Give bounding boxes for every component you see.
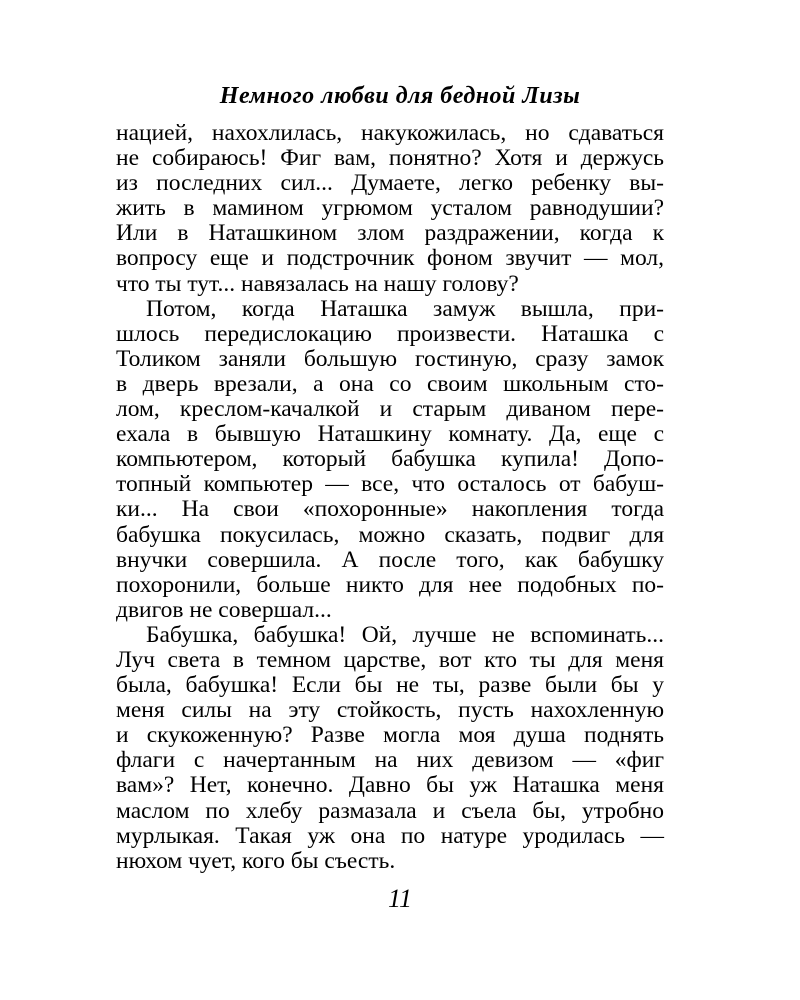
- text-line: Или в Наташкином злом раздражении, когда к: [116, 220, 664, 247]
- text-line: жить в мамином угрюмом усталом равнодушии?: [116, 195, 664, 222]
- text-line: внучки совершила. А после того, как бабушку: [116, 546, 664, 573]
- text-line: шлось передислокацию произвести. Наташка с: [116, 320, 664, 347]
- text-line: Толиком заняли большую гостиную, сразу замок: [116, 345, 664, 372]
- text-line: флаги с начертанным на них девизом — «фиг: [116, 747, 664, 774]
- text-line: похоронили, больше никто для нее подобных по-: [116, 571, 664, 598]
- text-line: что ты тут... навязалась на нашу голову?: [116, 270, 519, 297]
- paragraph-first-line: Потом, когда Наташка замуж вышла, при-: [146, 295, 664, 322]
- text-line: была, бабушка! Если бы не ты, разве были бы у: [116, 672, 664, 699]
- text-line: вопросу еще и подстрочник фоном звучит — мол,: [116, 245, 664, 272]
- text-line: не собираюсь! Фиг вам, понятно? Хотя и держусь: [116, 145, 664, 172]
- text-line: в дверь врезали, а она со своим школьным сто-: [116, 370, 664, 397]
- text-line: и скукоженную? Разве могла моя душа поднять: [116, 722, 664, 749]
- text-line: нюхом чует, кого бы съесть.: [116, 847, 396, 874]
- text-line: лом, креслом-качалкой и старым диваном пере-: [116, 396, 664, 423]
- text-line: ехала в бывшую Наташкину комнату. Да, еще с: [116, 421, 664, 448]
- text-line: топный компьютер — все, что осталось от бабуш-: [116, 471, 664, 498]
- text-line: ки... На свои «похоронные» накопления тогда: [116, 496, 664, 523]
- text-line: бабушка покусилась, можно сказать, подвиг для: [116, 521, 664, 548]
- text-line: мурлыкая. Такая уж она по натуре уродилась —: [116, 822, 664, 849]
- text-line: меня силы на эту стойкость, пусть нахохленную: [116, 697, 664, 724]
- text-line: из последних сил... Думаете, легко ребенку вы-: [116, 170, 664, 197]
- running-head-title: Немного любви для бедной Лизы: [219, 83, 581, 109]
- body-text: [116, 121, 664, 874]
- text-line: вам»? Нет, конечно. Давно бы уж Наташка меня: [116, 772, 664, 799]
- text-line: Луч света в темном царстве, вот кто ты для меня: [116, 646, 664, 673]
- text-line: нацией, нахохлилась, накукожилась, но сдаваться: [116, 120, 664, 146]
- page-number: 11: [387, 884, 413, 913]
- text-line: компьютером, который бабушка купила! Допо-: [116, 446, 664, 473]
- paragraph-first-line: Бабушка, бабушка! Ой, лучше не вспоминать...: [146, 621, 664, 648]
- text-line: двигов не совершал...: [116, 596, 332, 623]
- text-line: маслом по хлебу размазала и съела бы, утробно: [116, 797, 664, 824]
